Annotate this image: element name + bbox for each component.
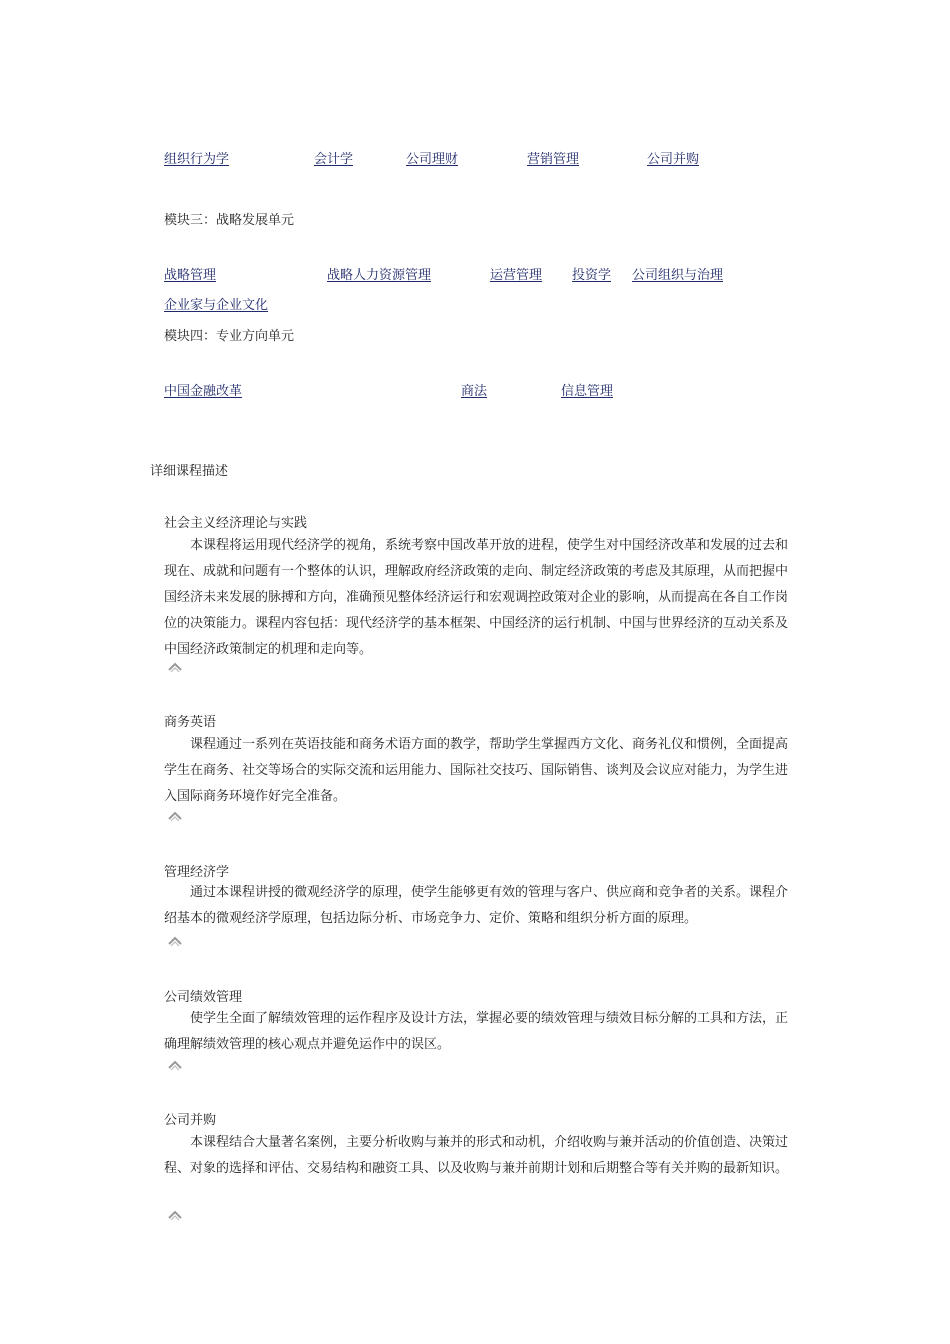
- course-link-mergers-acquisitions[interactable]: 公司并购: [647, 152, 700, 167]
- course-title: 公司并购: [164, 1113, 217, 1128]
- course-link-operations-management[interactable]: 运营管理: [490, 268, 543, 283]
- course-title: 管理经济学: [164, 865, 230, 880]
- course-description: 本课程将运用现代经济学的视角，系统考察中国改革开放的进程，使学生对中国经济改革和发展的过去和现在、成就和问题有一个整体的认识，理解政府经济政策的走向、制定经济政策的考虑及其原理，从而把握中国经济未来发展的脉搏和方向，准确预见整体经济运行和宏观调控政策对企业的影响，从而提高在各自工作岗位的决策能力。课程内容包括：现代经济学的基本框架、中国经济的运行机制、中国与世界经济的互动关系及中国经济政策制定的机理和走向等。: [164, 538, 789, 657]
- course-link-organizational-behavior[interactable]: 组织行为学: [164, 152, 230, 167]
- course-link-corporate-finance[interactable]: 公司理财: [406, 152, 459, 167]
- chevron-up-icon[interactable]: [168, 935, 182, 947]
- chevron-up-icon[interactable]: [168, 661, 182, 673]
- course-link-china-financial-reform[interactable]: 中国金融改革: [164, 384, 243, 399]
- course-description: 使学生全面了解绩效管理的运作程序及设计方法，掌握必要的绩效管理与绩效目标分解的工具和方法，正确理解绩效管理的核心观点并避免运作中的误区。: [164, 1011, 789, 1052]
- chevron-up-icon[interactable]: [168, 1209, 182, 1221]
- chevron-up-icon[interactable]: [168, 810, 182, 822]
- course-description: 通过本课程讲授的微观经济学的原理，使学生能够更有效的管理与客户、供应商和竞争者的关系。课程介绍基本的微观经济学原理，包括边际分析、市场竞争力、定价、策略和组织分析方面的原理。: [164, 885, 789, 926]
- course-link-corporate-governance[interactable]: 公司组织与治理: [632, 268, 724, 283]
- detail-section-title: 详细课程描述: [150, 464, 229, 479]
- course-link-investments[interactable]: 投资学: [572, 268, 612, 283]
- course-description: 本课程结合大量著名案例，主要分析收购与兼并的形式和动机，介绍收购与兼并活动的价值创造、决策过程、对象的选择和评估、交易结构和融资工具、以及收购与兼并前期计划和后期整合等有关并购的最新知识。: [164, 1135, 789, 1176]
- course-title: 公司绩效管理: [164, 990, 243, 1005]
- chevron-up-icon[interactable]: [168, 1059, 182, 1071]
- course-link-marketing-management[interactable]: 营销管理: [527, 152, 580, 167]
- course-link-business-law[interactable]: 商法: [461, 384, 488, 399]
- course-title: 商务英语: [164, 715, 217, 730]
- course-link-strategic-hrm[interactable]: 战略人力资源管理: [327, 268, 432, 283]
- module-three-title: 模块三：战略发展单元: [164, 213, 295, 228]
- course-link-information-management[interactable]: 信息管理: [561, 384, 614, 399]
- course-description: 课程通过一系列在英语技能和商务术语方面的教学，帮助学生掌握西方文化、商务礼仪和惯例，全面提高学生在商务、社交等场合的实际交流和运用能力、国际社交技巧、国际销售、谈判及会议应对能力，为学生进入国际商务环境作好完全准备。: [164, 737, 789, 804]
- course-link-strategic-management[interactable]: 战略管理: [164, 268, 217, 283]
- course-title: 社会主义经济理论与实践: [164, 516, 308, 531]
- course-link-accounting[interactable]: 会计学: [314, 152, 354, 167]
- module-four-title: 模块四：专业方向单元: [164, 329, 295, 344]
- course-link-entrepreneur-culture[interactable]: 企业家与企业文化: [164, 298, 269, 313]
